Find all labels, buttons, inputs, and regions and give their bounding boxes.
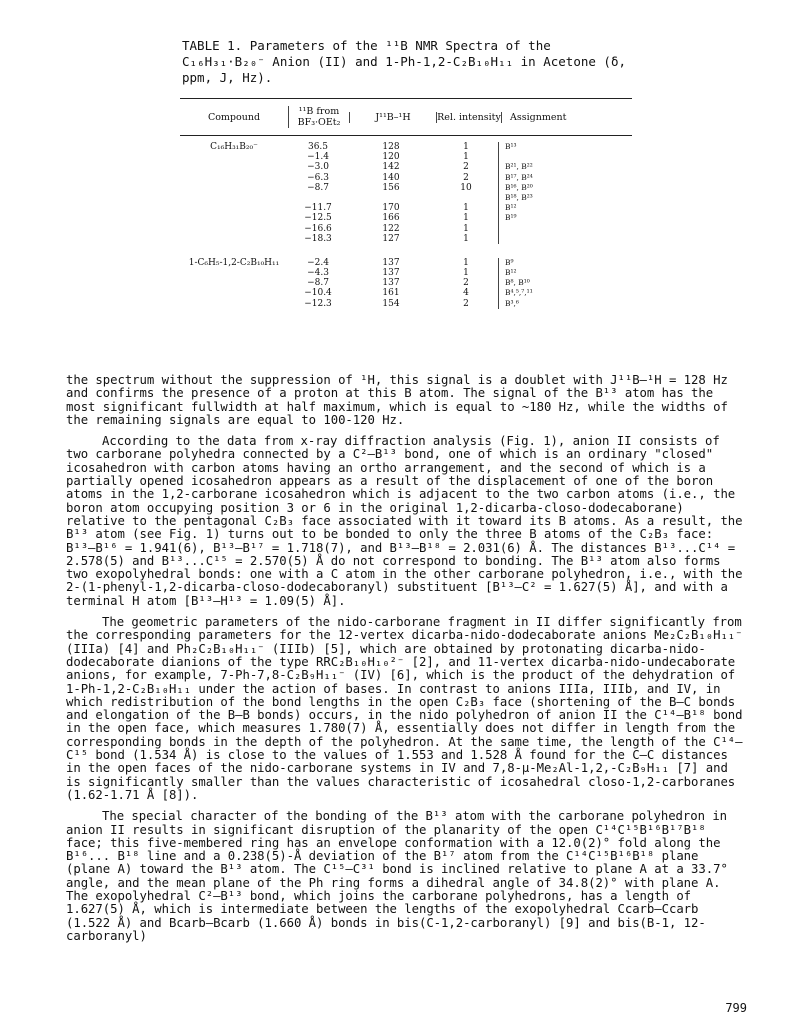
j-value: 137 <box>382 278 400 289</box>
compound-cell: C₁₆H₃₁B₂₀⁻ <box>210 142 258 152</box>
j-value: 137 <box>382 268 400 279</box>
intensity-value: 2 <box>463 172 469 183</box>
j-value: 166 <box>382 213 400 224</box>
shift-value <box>288 193 348 203</box>
j-value: 156 <box>382 182 400 193</box>
j-value: 120 <box>382 152 400 163</box>
assignment-value <box>505 234 625 244</box>
shift-column <box>288 142 348 244</box>
assignment-value <box>505 224 625 234</box>
paragraph: The geometric parameters of the nido-carborane fragment in II differ significantly from the corresponding parameters for the 12-vertex dicarba-nido-dodecaborate anions Me₂C₂B₁₀H₁₁⁻ (IIIa) [4] and Ph₂C₂B₁₀H₁₁⁻ (IIIb) [5], which are obtained by protonating dicarba-nido-dodecaborate dianions of the type RRC₂B₁₀H₁₀²⁻ [2], and 11-vertex dicarba-nido-undecaborate anions, for example, 7-Ph-7,8-C₂B₉H₁₁⁻ (IV) [6], which is the product of the dehydration of 1-Ph-1,2-C₂B₁₀H₁₁ under the action of bases. In contrast to anions IIIa, IIIb, and IV, in which redistribution of the bond lengths in the open C₂B₃ face (shortening of the B–C bonds and elongation of the B–B bonds) occurs, in the nido polyhedron of anion II the C¹⁴–B¹⁸ bond in the open face, which measures 1.780(7) Å, essentially does not differ in length from the corresponding bonds in the depth of the polyhedron. At the same time, the length of the C¹⁴–C¹⁵ bond (1.534 Å) is close to the values of 1.553 and 1.528 Å found for the C–C distances in the open faces of the nido-carborane systems in IV and 7,8-μ-Me₂Al-1,2,-C₂B₉H₁₁ [7] and is significantly smaller than the values characteristic of icosahedral closo-1,2-carboranes (1.62-1.71 Å [8]). <box>66 615 743 802</box>
assignment-value: B¹⁹ <box>505 213 517 223</box>
j-value: 128 <box>382 142 400 152</box>
shift-value: −12.3 <box>304 298 332 309</box>
shift-value: −1.4 <box>307 152 329 163</box>
assignment-value: B¹² <box>505 203 517 213</box>
shift-value: −18.3 <box>304 233 332 244</box>
j-value: 142 <box>382 162 400 173</box>
intensity-column <box>434 258 498 309</box>
shift-value: −8.7 <box>307 278 329 289</box>
nmr-table <box>180 98 632 309</box>
j-value: 170 <box>382 203 400 214</box>
paragraph: the spectrum without the suppression of ¹H, this signal is a doublet with J¹¹B–¹H = 128 Hz and confirms the presence of a proton at this B atom. The signal of the B¹³ atom has the most significant fullwidth at half maximum, which is equal to ~180 Hz, while the widths of the remaining signals are equal to 100-120 Hz. <box>66 373 728 427</box>
table-header-row <box>180 98 632 136</box>
shift-value: −6.3 <box>307 172 329 183</box>
table-group-anion <box>180 142 632 244</box>
intensity-value: 2 <box>463 162 469 173</box>
assignment-value: B¹³ <box>505 142 517 151</box>
intensity-value: 1 <box>463 268 469 279</box>
assignment-value: B¹² <box>505 268 517 278</box>
body-text <box>66 374 746 951</box>
table-caption: TABLE 1. Parameters of the ¹¹B NMR Spectra of the C₁₆H₃₁·B₂₀⁻ Anion (II) and 1-Ph-1,2-C₂B₁₀H₁₁ in Acetone (δ, ppm, J, Hz). <box>182 38 627 85</box>
shift-value: −12.5 <box>304 213 332 224</box>
page-number: 799 <box>725 1001 747 1015</box>
assignment-value: B⁸, B¹⁰ <box>505 278 530 288</box>
j-value: 127 <box>382 233 400 244</box>
intensity-value: 1 <box>463 203 469 214</box>
intensity-value: 1 <box>463 233 469 244</box>
shift-value: −4.3 <box>307 268 329 279</box>
paragraph: According to the data from x-ray diffraction analysis (Fig. 1), anion II consists of two carborane polyhedra connected by a C²–B¹³ bond, one of which is an ordinary "closed" icosahedron with carbon atoms having an ortho arrangement, and the second of which is a partially opened icosahedron appears as a result of the displacement of one of the boron atoms in the 1,2-carborane icosahedron which is adjacent to the two carbon atoms (i.e., the boron atom occupying position 3 or 6 in the original 1,2-dicarba-closo-dodecaborane) relative to the pentagonal C₂B₃ face associated with it toward its B atoms. As a result, the B¹³ atom (see Fig. 1) turns out to be bonded to only the three B atoms of the C₂B₃ face: B¹³–B¹⁶ = 1.941(6), B¹³–B¹⁷ = 1.718(7), and B¹³–B¹⁸ = 2.031(6) Å. The distances B¹³...C¹⁴ = 2.578(5) and B¹³...C¹⁵ = 2.570(5) Å do not correspond to bonding. The B¹³ atom also forms two exopolyhedral bonds: one with a C atom in the other carborane polyhedron, i.e., with the 2-(1-phenyl-1,2-dicarba-closo-dodecaboranyl) substituent [B¹³–C² = 1.627(5) Å], and with a terminal H atom [B¹³–H¹³ = 1.09(5) Å]. <box>66 434 743 608</box>
paragraph: The special character of the bonding of the B¹³ atom with the carborane polyhedron in anion II results in significant disruption of the planarity of the open C¹⁴C¹⁵B¹⁶B¹⁷B¹⁸ face; this five-membered ring has an envelope conformation with a 12.0(2)° fold along the B¹⁶... B¹⁸ line and a 0.238(5)-Å deviation of the B¹⁷ atom from the C¹⁴C¹⁵B¹⁶B¹⁸ plane (plane A) toward the B¹³ atom. The C¹⁵–C³¹ bond is inclined relative to plane A at a 33.7° angle, and the mean plane of the Ph ring forms a dihedral angle of 34.8(2)° with plane A. The exopolyhedral C²–B¹³ bond, which joins the carborane polyhedrons, has a length of 1.627(5) Å, which is intermediate between the lengths of the exopolyhedral Ccarb–Ccarb (1.522 Å) and Bcarb–Bcarb (1.660 Å) bonds in bis(C-1,2-carboranyl) [9] and bis(B-1, 12-carboranyl) <box>66 809 728 943</box>
shift-value: −16.6 <box>304 223 332 234</box>
j-value: 140 <box>382 172 400 183</box>
intensity-value: 1 <box>463 213 469 224</box>
header-intensity: Rel. intensity <box>437 111 501 123</box>
j-value: 154 <box>382 298 400 309</box>
j-value: 137 <box>382 257 400 268</box>
intensity-value: 4 <box>463 288 469 299</box>
j-value <box>348 193 434 203</box>
shift-value: −11.7 <box>304 203 332 214</box>
assignment-value: B¹⁸, B²³ <box>505 192 533 202</box>
intensity-value: 2 <box>463 298 469 309</box>
assignment-column <box>498 258 625 309</box>
j-value: 161 <box>382 288 400 299</box>
intensity-value: 1 <box>463 257 469 268</box>
intensity-value: 1 <box>463 152 469 163</box>
header-shift: ¹¹B from BF₃·OEt₂ <box>288 106 349 128</box>
j-value: 122 <box>382 223 400 234</box>
header-j: J¹¹B–¹H <box>349 112 436 123</box>
shift-value: −8.7 <box>307 182 329 193</box>
assignment-value: B¹⁶, B²⁰ <box>505 182 533 192</box>
intensity-value <box>434 193 498 203</box>
intensity-value: 2 <box>463 278 469 289</box>
shift-column <box>288 258 348 309</box>
assignment-value: B³,⁶ <box>505 298 519 308</box>
intensity-value: 1 <box>463 142 469 152</box>
shift-value: −3.0 <box>307 162 329 173</box>
j-column <box>348 258 434 309</box>
assignment-value: B¹⁷, B²⁴ <box>505 172 533 182</box>
assignment-value: B⁴,⁵,⁷,¹¹ <box>505 288 533 298</box>
assignment-value: B⁹ <box>505 257 514 267</box>
intensity-column <box>434 142 498 244</box>
assignment-value: B²¹, B²² <box>505 162 533 172</box>
shift-value: −2.4 <box>307 257 329 268</box>
header-assignment: Assignment <box>501 112 630 123</box>
assignment-column <box>498 142 625 244</box>
table-group-phenylcarborane <box>180 258 632 309</box>
intensity-value: 10 <box>460 182 472 193</box>
assignment-value <box>505 152 625 162</box>
intensity-value: 1 <box>463 223 469 234</box>
shift-value: 36.5 <box>307 142 329 152</box>
j-column <box>348 142 434 244</box>
shift-value: −10.4 <box>304 288 332 299</box>
header-compound: Compound <box>207 111 261 123</box>
compound-cell: 1-C₆H₅-1,2-C₂B₁₀H₁₁ <box>188 257 280 268</box>
